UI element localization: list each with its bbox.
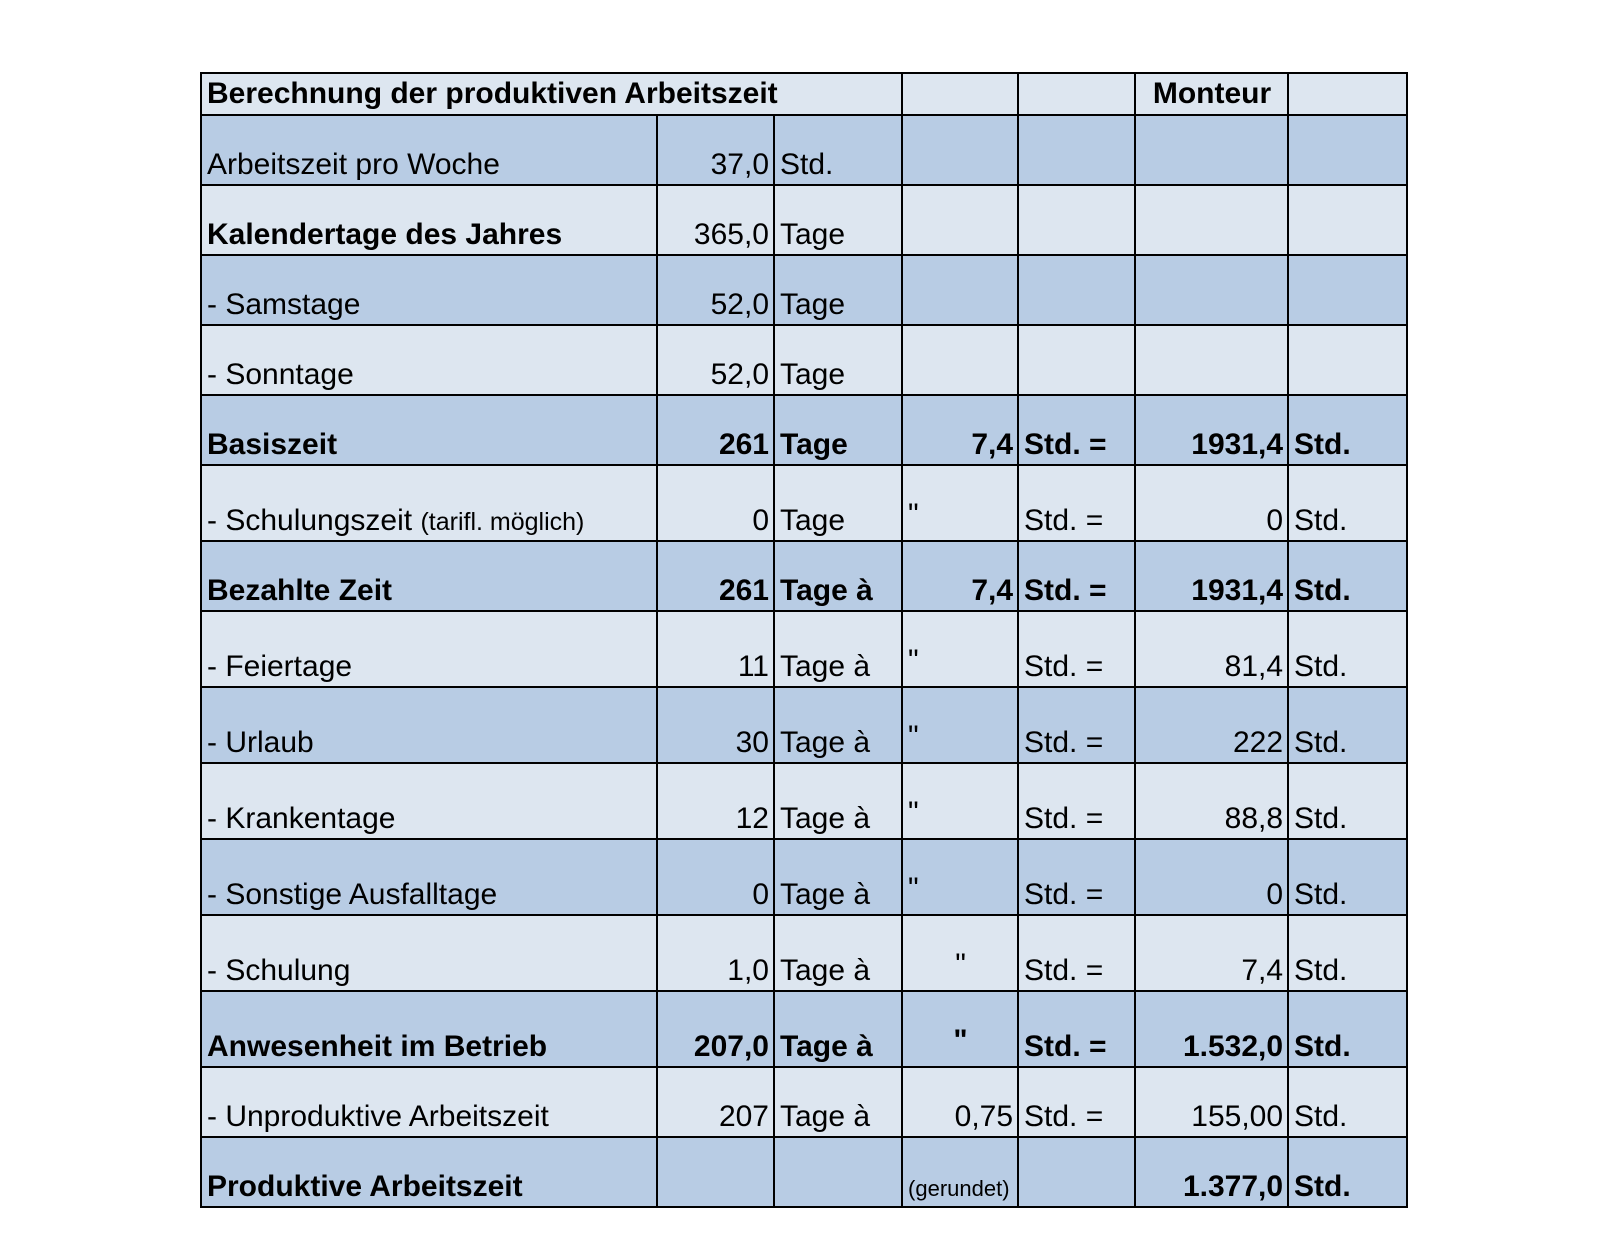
row-eq [1018, 255, 1135, 325]
row-unit [774, 1137, 902, 1207]
row-value: 0 [657, 839, 774, 915]
row-value [657, 1137, 774, 1207]
row-value: 11 [657, 611, 774, 687]
row-eq: Std. = [1018, 839, 1135, 915]
row-eq [1018, 325, 1135, 395]
row-value: 30 [657, 687, 774, 763]
row-unit: Tage [774, 395, 902, 465]
table-row [201, 687, 1407, 763]
row-unit: Tage [774, 185, 902, 255]
header-empty-cell [1288, 73, 1407, 115]
row-unit: Tage [774, 255, 902, 325]
calculation-table [200, 72, 1408, 1208]
row-label: - Unproduktive Arbeitszeit [201, 1067, 657, 1137]
row-result-unit [1288, 325, 1407, 395]
row-value: 261 [657, 395, 774, 465]
row-factor: " [902, 991, 1018, 1067]
row-result: 7,4 [1135, 915, 1288, 991]
row-eq: Std. = [1018, 687, 1135, 763]
row-result-unit: Std. [1288, 611, 1407, 687]
row-unit: Tage [774, 465, 902, 541]
row-eq [1018, 185, 1135, 255]
row-result-unit: Std. [1288, 839, 1407, 915]
row-eq: Std. = [1018, 541, 1135, 611]
row-unit: Tage à [774, 839, 902, 915]
row-label-text: - Schulungszeit [207, 504, 413, 537]
row-result: 222 [1135, 687, 1288, 763]
row-value: 207 [657, 1067, 774, 1137]
row-factor: " [902, 687, 1018, 763]
row-result-unit [1288, 115, 1407, 185]
row-eq [1018, 1137, 1135, 1207]
row-label: - Samstage [201, 255, 657, 325]
row-value: 261 [657, 541, 774, 611]
row-value: 52,0 [657, 325, 774, 395]
row-result [1135, 185, 1288, 255]
row-factor: 0,75 [902, 1067, 1018, 1137]
row-factor [902, 185, 1018, 255]
table-row [201, 839, 1407, 915]
row-unit: Tage à [774, 915, 902, 991]
row-label: Basiszeit [201, 395, 657, 465]
row-label: Arbeitszeit pro Woche [201, 115, 657, 185]
row-value: 37,0 [657, 115, 774, 185]
row-result: 0 [1135, 465, 1288, 541]
row-unit: Tage à [774, 991, 902, 1067]
row-factor: " [902, 465, 1018, 541]
row-label: Anwesenheit im Betrieb [201, 991, 657, 1067]
row-unit: Std. [774, 115, 902, 185]
header-empty-cell [1018, 73, 1135, 115]
row-label-note: (tarifl. möglich) [420, 508, 585, 536]
table-row [201, 991, 1407, 1067]
row-result-unit: Std. [1288, 541, 1407, 611]
row-eq [1018, 115, 1135, 185]
row-result: 1.532,0 [1135, 991, 1288, 1067]
row-eq: Std. = [1018, 991, 1135, 1067]
row-label: - Feiertage [201, 611, 657, 687]
row-unit: Tage à [774, 763, 902, 839]
table-row [201, 255, 1407, 325]
row-result: 1.377,0 [1135, 1137, 1288, 1207]
row-eq: Std. = [1018, 915, 1135, 991]
row-factor: " [902, 839, 1018, 915]
row-unit: Tage à [774, 1067, 902, 1137]
row-unit: Tage à [774, 611, 902, 687]
row-result: 81,4 [1135, 611, 1288, 687]
row-result-unit: Std. [1288, 915, 1407, 991]
row-result-unit: Std. [1288, 395, 1407, 465]
row-result-unit: Std. [1288, 763, 1407, 839]
rounded-note: (gerundet) [908, 1176, 1010, 1201]
row-result [1135, 255, 1288, 325]
table-row [201, 465, 1407, 541]
row-factor: 7,4 [902, 395, 1018, 465]
row-eq: Std. = [1018, 763, 1135, 839]
table-row [201, 763, 1407, 839]
row-unit: Tage à [774, 541, 902, 611]
header-row [201, 73, 1407, 115]
table-row [201, 1137, 1407, 1207]
table-row [201, 1067, 1407, 1137]
table-row [201, 115, 1407, 185]
row-label: Kalendertage des Jahres [201, 185, 657, 255]
row-result-unit: Std. [1288, 687, 1407, 763]
row-label: - Sonntage [201, 325, 657, 395]
table-row [201, 541, 1407, 611]
row-value: 52,0 [657, 255, 774, 325]
row-result-unit [1288, 185, 1407, 255]
row-label: Produktive Arbeitszeit [201, 1137, 657, 1207]
row-result: 1931,4 [1135, 541, 1288, 611]
row-eq: Std. = [1018, 395, 1135, 465]
row-factor [902, 325, 1018, 395]
table-row [201, 915, 1407, 991]
row-result [1135, 115, 1288, 185]
row-result-unit: Std. [1288, 1067, 1407, 1137]
table-row [201, 395, 1407, 465]
row-value: 12 [657, 763, 774, 839]
row-result-unit: Std. [1288, 991, 1407, 1067]
row-result [1135, 325, 1288, 395]
row-label [201, 465, 657, 541]
row-result-unit: Std. [1288, 465, 1407, 541]
header-empty-cell [902, 73, 1018, 115]
row-factor [902, 1137, 1018, 1207]
row-label: - Schulung [201, 915, 657, 991]
row-factor: 7,4 [902, 541, 1018, 611]
row-label: - Urlaub [201, 687, 657, 763]
row-factor: " [902, 915, 1018, 991]
row-eq: Std. = [1018, 465, 1135, 541]
table-row [201, 611, 1407, 687]
row-result-unit: Std. [1288, 1137, 1407, 1207]
table-title: Berechnung der produktiven Arbeitszeit [201, 73, 902, 115]
table-row [201, 185, 1407, 255]
row-factor [902, 115, 1018, 185]
row-value: 365,0 [657, 185, 774, 255]
row-result: 88,8 [1135, 763, 1288, 839]
row-unit: Tage [774, 325, 902, 395]
row-value: 0 [657, 465, 774, 541]
row-factor: " [902, 763, 1018, 839]
row-factor [902, 255, 1018, 325]
row-result: 155,00 [1135, 1067, 1288, 1137]
row-unit: Tage à [774, 687, 902, 763]
row-value: 1,0 [657, 915, 774, 991]
row-label: - Krankentage [201, 763, 657, 839]
row-result: 0 [1135, 839, 1288, 915]
row-eq: Std. = [1018, 1067, 1135, 1137]
row-eq: Std. = [1018, 611, 1135, 687]
row-label: Bezahlte Zeit [201, 541, 657, 611]
role-label: Monteur [1135, 73, 1288, 115]
table-row [201, 325, 1407, 395]
row-label: - Sonstige Ausfalltage [201, 839, 657, 915]
row-result: 1931,4 [1135, 395, 1288, 465]
row-factor: " [902, 611, 1018, 687]
row-value: 207,0 [657, 991, 774, 1067]
row-result-unit [1288, 255, 1407, 325]
